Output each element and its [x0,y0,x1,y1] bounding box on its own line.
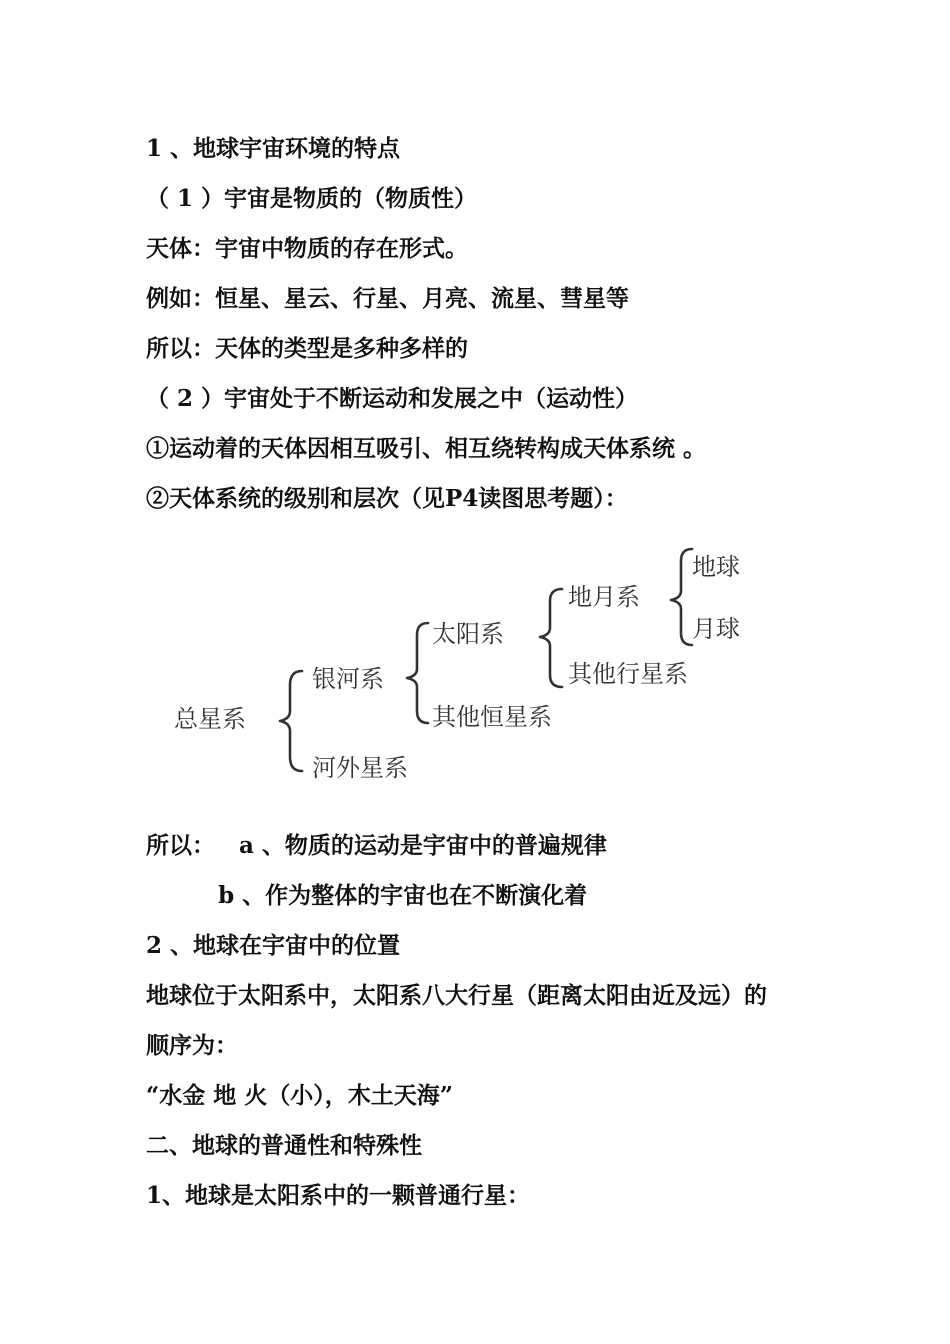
subheading-2: （ 2 ）宇宙处于不断运动和发展之中（运动性） [146,385,639,412]
text-line: 所以： a 、物质的运动是宇宙中的普遍规律 [146,832,607,859]
node-solar: 太阳系 [432,620,504,648]
node-earth-moon: 地月系 [568,583,640,611]
brace-galaxy [407,623,428,723]
text-line: “水金 地 火（小），木土天海” [146,1082,453,1109]
section-heading: 二、地球的普通性和特殊性 [146,1132,422,1159]
node-extragalactic: 河外星系 [312,754,408,782]
node-root: 总星系 [174,705,246,733]
text-line: ①运动着的天体因相互吸引、相互绕转构成天体系统 。 [146,435,707,462]
node-other-planets: 其他行星系 [568,660,688,688]
brace-root [280,671,302,771]
text-line: 1、地球是太阳系中的一颗普通行星： [146,1182,531,1209]
brace-earth-moon [671,549,692,645]
subheading-1: （ 1 ）宇宙是物质的（物质性） [146,185,478,212]
text-line: 所以：天体的类型是多种多样的 [146,335,468,362]
text-line: b 、作为整体的宇宙也在不断演化着 [146,882,588,909]
celestial-system-diagram [0,535,950,795]
text-line: ②天体系统的级别和层次（见P4读图思考题）： [146,485,628,512]
text-line: 地球位于太阳系中，太阳系八大行星（距离太阳由近及远）的 [146,982,767,1009]
heading-1: 1 、地球宇宙环境的特点 [146,135,401,162]
node-earth: 地球 [692,553,740,581]
node-other-stars: 其他恒星系 [432,703,552,731]
node-galaxy: 银河系 [312,665,384,693]
text-line: 顺序为： [146,1032,238,1059]
text-line: 天体：宇宙中物质的存在形式。 [146,235,468,262]
node-moon: 月球 [692,615,740,643]
text-line: 例如：恒星、星云、行星、月亮、流星、彗星等 [146,285,629,312]
brace-solar [540,589,562,687]
heading-2: 2 、地球在宇宙中的位置 [146,932,401,959]
